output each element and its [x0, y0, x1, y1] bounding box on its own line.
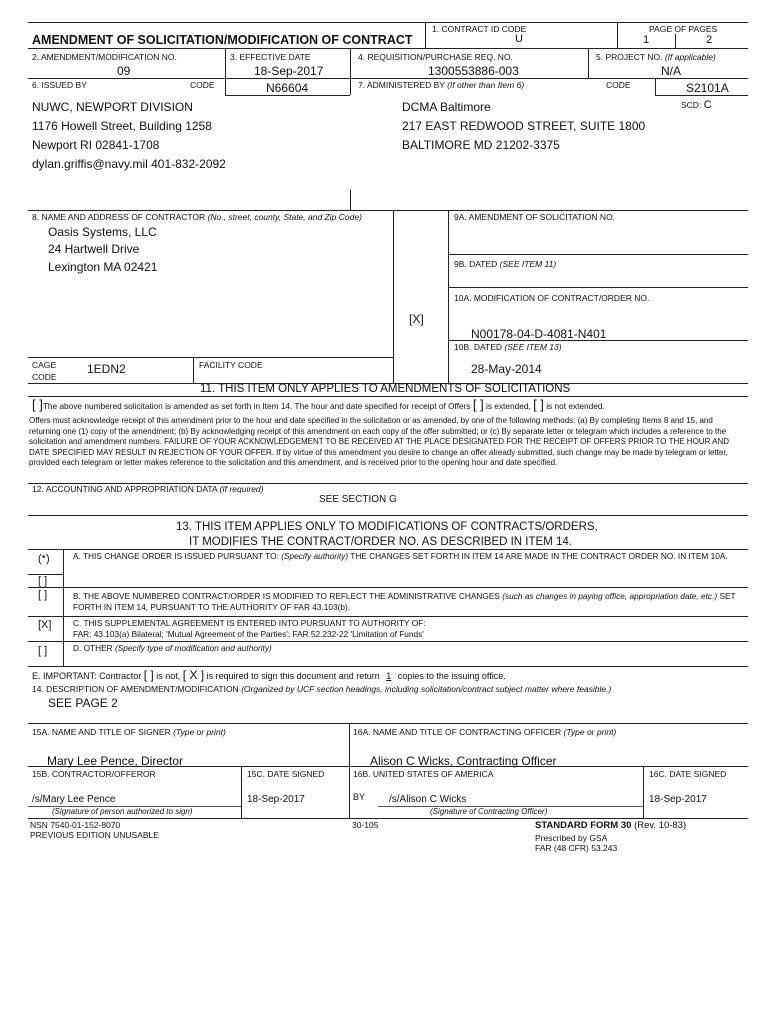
item-13c-authority: FAR: 43.103(a) Bilateral; 'Mutual Agreement of the Parties'; FAR 52.232-22 'Limitation of Funds' [73, 629, 424, 639]
amendment-no-label: 2. AMENDMENT/MODIFICATION NO. [32, 52, 177, 62]
item-13d-text: D. OTHER (Specify type of modification and authority) [73, 643, 272, 653]
modification-checkbox[interactable]: [X] [409, 312, 424, 326]
cage-label-2: CODE [32, 372, 57, 382]
contractor-line-2: 24 Hartwell Drive [48, 242, 140, 256]
item-11-paragraph: Offers must acknowledge receipt of this amendment prior to the hour and date specified in the solicitation or as amended, by one of the following methods: (a) By completing Items 8 and 15, and returning one (1) copy of the amendment; (b) By acknowledging receipt of this amendment on each copy of the offer submitted; or (c) By separate letter or telegram which includes a reference to the solicitation and amendment numbers. FAILURE OF YOUR ACKNOWLEDGEMENT TO BE RECEIVED AT THE PLACE DESIGNATED FOR THE RECEIPT OF OFFERS PRIOR TO THE HOUR AND DATE SPECIFIED MAY RESULT IN REJECTION OF YOUR OFFER. If by virtue of this amendment you desire to change an offer already submitted, such change may be made by telegram or letter, provided each telegram or letter makes reference to the solicitation and this amendment, and is received prior to the opening hour and date specified. [29, 416, 730, 467]
admin-line-3: BALTIMORE MD 21202-3375 [402, 138, 560, 152]
contractor-signature-caption: (Signature of person authorized to sign) [52, 807, 193, 816]
issued-by-label: 6. ISSUED BY [32, 80, 87, 90]
contractor-is-not-checkbox[interactable]: [ ] [143, 668, 154, 682]
form-title: AMENDMENT OF SOLICITATION/MODIFICATION OF CONTRACT [32, 33, 413, 47]
modification-no-label: 10A. MODIFICATION OF CONTRACT/ORDER NO. [454, 293, 650, 303]
issuer-line-2: 1176 Howell Street, Building 1258 [32, 119, 212, 133]
prescribed-by: Prescribed by GSA [535, 833, 608, 843]
description-label: 14. DESCRIPTION OF AMENDMENT/MODIFICATION (Organized by UCF section headings, including solicitation/contract subject matter where feasible.) [32, 684, 612, 694]
effective-date-value: 18-Sep-2017 [254, 64, 324, 78]
accounting-data-label: 12. ACCOUNTING AND APPROPRIATION DATA (If required) [32, 484, 264, 494]
standard-form-title: STANDARD FORM 30 (Rev. 10-83) [535, 820, 687, 831]
issued-code-value: N66604 [266, 81, 309, 95]
issuer-line-1: NUWC, NEWPORT DIVISION [32, 100, 193, 114]
item-13c-checkbox[interactable]: [X] [38, 619, 52, 631]
date-signed-16c-label: 16C. DATE SIGNED [649, 769, 727, 779]
signer-name-label: 15A. NAME AND TITLE OF SIGNER (Type or print) [32, 727, 226, 737]
previous-edition: PREVIOUS EDITION UNUSABLE [30, 830, 159, 840]
item-13-heading-1: 13. THIS ITEM APPLIES ONLY TO MODIFICATIONS OF CONTRACTS/ORDERS, [176, 521, 598, 533]
item-13-heading-2: IT MODIFIES THE CONTRACT/ORDER NO. AS DESCRIBED IN ITEM 14. [189, 536, 572, 548]
contractor-signature: /s/Mary Lee Pence [32, 794, 116, 805]
item-13d-checkbox[interactable]: [ ] [38, 645, 48, 657]
item-13b-text: B. THE ABOVE NUMBERED CONTRACT/ORDER IS MODIFIED TO REFLECT THE ADMINISTRATIVE CHANGES (such as changes in paying office, appropriation date, etc.) SET FORTH IN ITEM 14, PURSUANT TO THE AUTHORITY OF FAR 43.103(b). [73, 591, 736, 612]
page-number: 1 [643, 34, 650, 46]
admin-code-value: S2101A [686, 81, 729, 95]
item-13-blank-checkbox[interactable]: [ ] [38, 575, 48, 587]
project-no-label: 5. PROJECT NO. (If applicable) [596, 52, 716, 62]
issuer-line-3: Newport RI 02841-1708 [32, 138, 160, 152]
description-value: SEE PAGE 2 [48, 696, 118, 710]
item-11-checkbox-2[interactable]: [ ] [472, 397, 484, 412]
admin-line-2: 217 EAST REDWOOD STREET, SUITE 1800 [402, 119, 646, 133]
issued-code-label: CODE [190, 80, 215, 90]
dated-10b-label: 10B. DATED (SEE ITEM 13) [454, 342, 562, 352]
contract-id-value: U [515, 33, 523, 45]
amendment-no-value: 09 [117, 64, 131, 78]
usa-label: 16B. UNITED STATES OF AMERICA [353, 769, 494, 779]
officer-signature-caption: (Signature of Contracting Officer) [430, 807, 548, 816]
dated-10b-value: 28-May-2014 [471, 362, 542, 376]
officer-signature: /s/Alison C Wicks [389, 794, 467, 805]
date-signed-16c-value: 18-Sep-2017 [649, 794, 707, 805]
facility-code-label: FACILITY CODE [199, 360, 263, 370]
item-13c-text: C. THIS SUPPLEMENTAL AGREEMENT IS ENTERED INTO PURSUANT TO AUTHORITY OF: [73, 618, 426, 628]
item-11-heading: 11. THIS ITEM ONLY APPLIES TO AMENDMENTS OF SOLICITATIONS [200, 383, 571, 395]
cage-label-1: CAGE [32, 360, 57, 370]
contractor-line-1: Oasis Systems, LLC [48, 225, 157, 239]
administered-by-label: 7. ADMINISTERED BY (If other than Item 6) [358, 80, 525, 90]
item-13b-checkbox[interactable]: [ ] [38, 589, 48, 601]
requisition-label: 4. REQUISITION/PURCHASE REQ. NO. [358, 52, 513, 62]
form-code: 30-105 [352, 820, 379, 830]
signer-name-value: Mary Lee Pence, Director [47, 754, 184, 768]
nsn-number: NSN 7540-01-152-8070 [30, 820, 121, 830]
contractor-line-3: Lexington MA 02421 [48, 260, 158, 274]
officer-name-value: Alison C Wicks, Contracting Officer [370, 754, 557, 768]
item-13a-text: A. THIS CHANGE ORDER IS ISSUED PURSUANT TO: (Specify authority) THE CHANGES SET FORTH IN ITEM 14 ARE MADE IN THE CONTRACT ORDER NO. IN ITEM 10A. [73, 551, 728, 561]
important-line: E. IMPORTANT: Contractor [ ] is not, [ X ] is required to sign this document and return 1 copies to the issuing office. [32, 668, 506, 682]
contractor-offeror-label: 15B. CONTRACTOR/OFFEROR [32, 769, 156, 779]
item-13a-mark[interactable]: (*) [38, 553, 50, 565]
modification-no-value: N00178-04-D-4081-N401 [471, 327, 607, 341]
item-11-line: [ ]The above numbered solicitation is amended as set forth in Item 14. The hour and date specified for receipt of Offers [ ] is extended, [ ] is not extended. [32, 397, 605, 412]
contractor-label: 8. NAME AND ADDRESS OF CONTRACTOR (No., street, county, State, and Zip Code) [32, 212, 362, 222]
cage-code-value: 1EDN2 [87, 362, 126, 376]
contract-id-label: 1. CONTRACT ID CODE [432, 24, 527, 34]
scd-label: SCD: C [681, 99, 712, 111]
far-reference: FAR (48 CFR) 53.243 [535, 843, 618, 853]
date-signed-15c-value: 18-Sep-2017 [247, 794, 305, 805]
issuer-email-phone: dylan.griffis@navy.mil 401-832-2092 [32, 157, 226, 171]
project-no-value: N/A [661, 64, 682, 78]
item-11-checkbox-3[interactable]: [ ] [533, 397, 544, 412]
requisition-value: 1300553886-003 [428, 64, 519, 78]
officer-name-label: 16A. NAME AND TITLE OF CONTRACTING OFFICER (Type or print) [353, 727, 617, 737]
accounting-data-value: SEE SECTION G [319, 494, 397, 505]
copies-count: 1 [386, 671, 392, 681]
amendment-solicitation-label: 9A. AMENDMENT OF SOLICITATION NO. [454, 212, 616, 222]
page-of-pages-label: PAGE OF PAGES [649, 24, 718, 34]
contractor-is-required-checkbox[interactable]: [ X ] [182, 668, 205, 682]
admin-code-label: CODE [606, 80, 631, 90]
by-label: BY [353, 792, 366, 802]
date-signed-15c-label: 15C. DATE SIGNED [247, 769, 325, 779]
item-11-checkbox-1[interactable]: [ ] [32, 397, 43, 412]
admin-line-1: DCMA Baltimore [402, 100, 491, 114]
page-count: 2 [706, 34, 713, 46]
dated-9b-label: 9B. DATED (SEE ITEM 11) [454, 259, 557, 269]
effective-date-label: 3. EFFECTIVE DATE [230, 52, 311, 62]
